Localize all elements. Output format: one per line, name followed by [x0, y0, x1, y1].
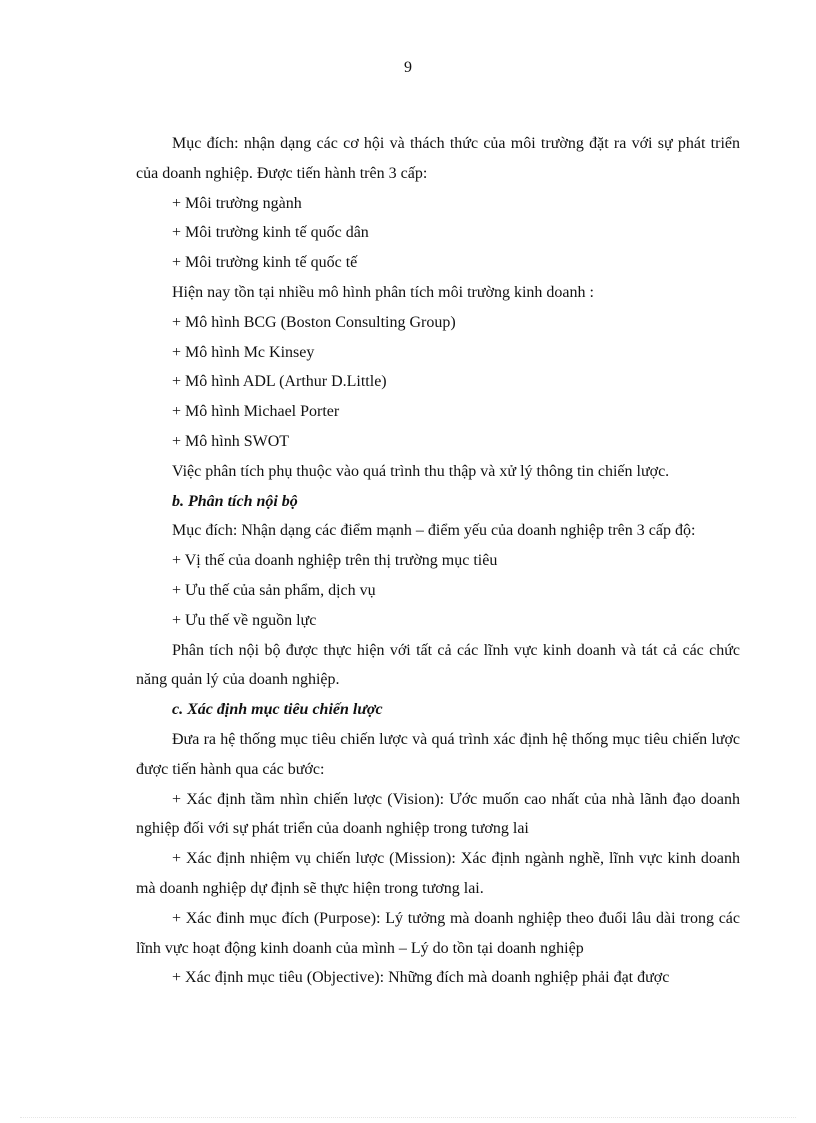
paragraph-internal-purpose: Mục đích: Nhận dạng các điểm mạnh – điểm yếu của doanh nghiệp trên 3 cấp độ: — [172, 522, 696, 540]
list-item: + Xác định nhiệm vụ chiến lược (Mission): Xác định ngành nghề, lĩnh vực kinh doanh mà doanh nghiệp dự định sẽ thực hiện trong tương lai. — [136, 850, 740, 897]
list-item: + Xác đinh mục đích (Purpose): Lý tưởng mà doanh nghiệp theo đuổi lâu dài trong các lĩnh vực hoạt động kinh doanh của mình – Lý do tồn tại doanh nghiệp — [136, 909, 740, 957]
paragraph-analysis: Việc phân tích phụ thuộc vào quá trình thu thập và xử lý thông tin chiến lược. — [172, 462, 670, 480]
list-item: + Mô hình SWOT — [172, 432, 290, 450]
paragraph-purpose: Mục đích: nhận dạng các cơ hội và thách thức của môi trường đặt ra với sự phát triển của doanh nghiệp. Được tiến hành trên 3 cấp: — [136, 135, 740, 182]
list-item: + Mô hình Michael Porter — [172, 403, 340, 421]
page-bottom-divider — [20, 1117, 796, 1118]
list-item: + Ưu thế của sản phẩm, dịch vụ — [172, 581, 376, 599]
paragraph-objectives-intro: Đưa ra hệ thống mục tiêu chiến lược và quá trình xác định hệ thống mục tiêu chiến lược được tiến hành qua các bước: — [136, 730, 740, 778]
list-item: + Mô hình ADL (Arthur D.Little) — [172, 373, 387, 391]
list-item: + Mô hình BCG (Boston Consulting Group) — [172, 313, 456, 331]
list-item: + Xác định tầm nhìn chiến lược (Vision): Ước muốn cao nhất của nhà lãnh đạo doanh nghiệp đối với sự phát triển của doanh nghiệp trong tương lai — [136, 790, 740, 838]
list-item: + Mô hình Mc Kinsey — [172, 343, 315, 361]
list-item: + Môi trường kinh tế quốc dân — [172, 224, 369, 242]
section-heading-c: c. Xác định mục tiêu chiến lược — [172, 701, 383, 719]
list-item: + Môi trường kinh tế quốc tế — [172, 254, 358, 272]
list-item: + Môi trường ngành — [172, 194, 302, 212]
list-item: + Xác định mục tiêu (Objective): Những đích mà doanh nghiệp phải đạt được — [172, 969, 670, 987]
list-item: + Ưu thế về nguồn lực — [172, 611, 317, 629]
paragraph-models-intro: Hiện nay tồn tại nhiều mô hình phân tích môi trường kinh doanh : — [172, 283, 594, 301]
section-heading-b: b. Phân tích nội bộ — [172, 492, 298, 510]
page-number: 9 — [404, 59, 412, 76]
paragraph-internal-scope: Phân tích nội bộ được thực hiện với tất cả các lĩnh vực kinh doanh và tát cả các chức năng quản lý của doanh nghiệp. — [136, 641, 740, 689]
document-body — [136, 129, 740, 993]
list-item: + Vị thế của doanh nghiệp trên thị trường mục tiêu — [172, 552, 498, 570]
